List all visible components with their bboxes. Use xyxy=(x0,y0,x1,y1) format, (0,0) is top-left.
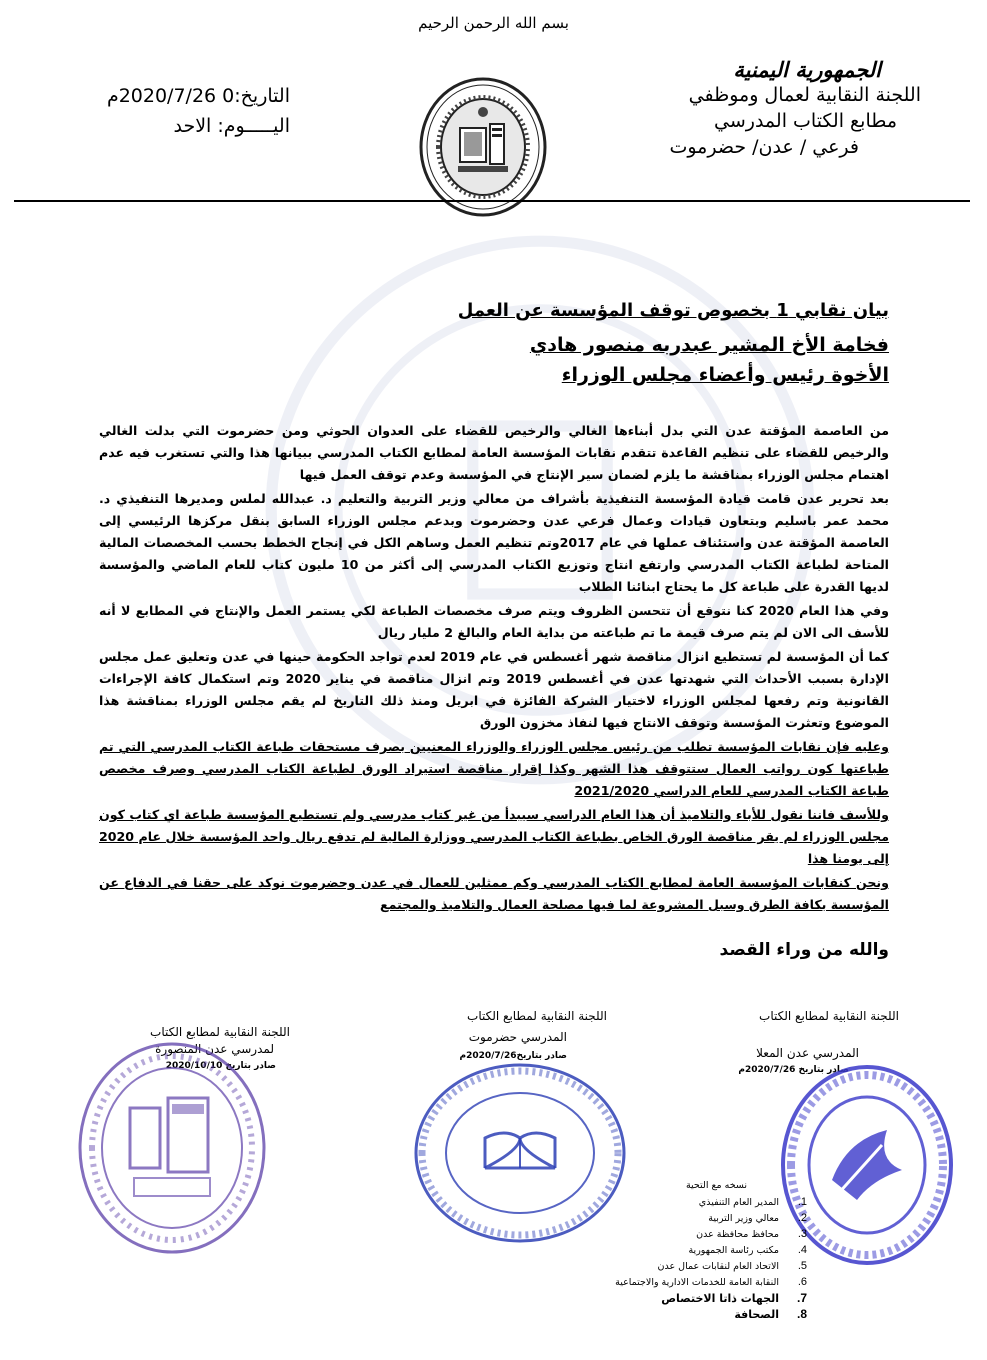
addressee-president: فخامة الأخ المشير عبدربه منصور هادي xyxy=(529,334,889,356)
signature-line2: المدرسي عدن المعلا xyxy=(756,1046,859,1060)
addressee-cabinet: الأخوة رئيس وأعضاء مجلس الوزراء xyxy=(561,364,889,386)
copies-item-text: محافظ محافظة عدن xyxy=(696,1229,779,1240)
copies-item xyxy=(527,1244,807,1257)
body-paragraph: وفي هذا العام 2020 كنا نتوقع أن تتحسن الظروف ويتم صرف مخصصات الطباعة لكي يستمر العمل والإنتاج في المطابع لا أنه للأسف الى الان لم يتم صرف قيمة ما تم طباعته من بداية العام والبالغ 2 مليار ريال xyxy=(99,603,889,640)
copies-item xyxy=(527,1228,807,1241)
copies-item-text: الصحافة xyxy=(734,1308,779,1321)
copies-item-number: 7. xyxy=(796,1291,807,1305)
signature-date: صادر بتاريخ 2020/7/26م xyxy=(738,1065,849,1075)
body-paragraph-demands: وعليه فإن نقابات المؤسسة تطلب من رئيس مجلس الوزراء والوزراء المعنيين بصرف مستحقات طباعة الكتاب المدرسي التي تم طباعتها كون رواتب العمال ستتوقف هذا الشهر وكذا إقرار مناقصة استيراد الورق لطباعة الكتاب المدرسي وصرف مخصص طباعة الكتاب المدرسي للعام الدراسي 2021/2020 xyxy=(99,739,889,798)
closing-phrase: والله من وراء القصد xyxy=(719,940,889,960)
body-paragraph: كما أن المؤسسة لم تستطيع انزال مناقصة شهر أغسطس في عام 2019 لعدم تواجد الحكومة حينها في عدن وتعليق عمل مجلس الإدارة بسبب الأحداث التي شهدتها عدن في أغسطس 2019 وتم انزال مناقصة في يناير 2020 وتم استكمال كافة الإجراءات القانونية وتم رفعها لمجلس الوزراء لاختيار الشركة الفائزة في ابريل ومنذ ذلك التاريخ لم يقم مجلس الوزراء بمناقشة هذا الموضوع وتعثرت المؤسسة وتوقف الانتاج فيها لنفاذ مخزون الورق xyxy=(99,649,889,730)
signature-block-hadramout xyxy=(417,1008,607,1065)
copies-item-number: 1. xyxy=(797,1196,807,1208)
signature-line2: المدرسي حضرموت xyxy=(468,1030,567,1044)
header-divider xyxy=(14,200,970,202)
copies-item xyxy=(527,1276,807,1289)
copies-heading: نسخه مع التحية xyxy=(685,1180,747,1191)
copies-item xyxy=(527,1260,807,1273)
union-stamp-aden-mansoura xyxy=(72,1038,272,1258)
day-line: اليـــــوم: الاحد xyxy=(173,115,290,137)
body-paragraph: من العاصمة المؤقتة عدن التي بدل أبناءها الغالي والرخيص للقضاء على العدوان الحوثي ومن حضرموت التي بدلت الغالي والرخيص للقضاء على تنظيم القاعدة تتقدم نقابات المؤسسة العامة لمطابع الكتاب المدرسي ببيانها هذا والتي تستغرب فيه عدم اهتمام مجلس الوزراء بمناقشة ما يلزم لضمان سير الإنتاج في المؤسسة وعدم توقف العمل فيها xyxy=(99,423,889,482)
copies-item xyxy=(527,1212,807,1225)
copies-item-text: الاتحاد العام لنقابات عمال عدن xyxy=(657,1261,779,1272)
union-emblem-icon xyxy=(418,76,548,218)
copies-item-number: 3. xyxy=(797,1228,807,1240)
copies-item-number: 2. xyxy=(797,1212,807,1224)
copies-item-text: الجهات ذاتا الاختصاص xyxy=(661,1292,779,1305)
body-paragraph: بعد تحرير عدن قامت قيادة المؤسسة التنفيذية بأشراف من معالي وزير التربية والتعليم د. عبدالله لملس ومديرها التنفيذي د. محمد عمر باسليم وبتعاون قيادات وعمال فرعي عدن وحضرموت وبدعم مجلس الوزراء السابق بنقل مركزها الرئيسي إلى العاصمة المؤقتة عدن واستئناف عملها في عام 2017وتم تنظيم العمل وساهم الكل في إنجاح الخطط بحسب المخصصات المالية المتاحة لطباعة الكتاب المدرسي وارتفع انتاج وتوزيع الكتاب المدرسي إلى أكثر من 10 مليون كتاب للعام الماضي والمؤسسة لديها القدرة على طباعة كل ما يحتاج ابنائنا الطلاب xyxy=(99,491,889,594)
copies-item xyxy=(527,1196,807,1209)
statement-title: بيان نقابي 1 بخصوص توقف المؤسسة عن العمل xyxy=(457,300,889,321)
copies-item-text: المدير العام التنفيذي xyxy=(698,1197,779,1208)
body-paragraph-commitment: ونحن كنقابات المؤسسة العامة لمطابع الكتاب المدرسي وكم ممثلين للعمال في عدن وحضرموت نوكد على حقنا في الدفاع عن المؤسسة بكافة الطرق وسبل المشروعة لما فيها مصلحة العمال والتلاميذ والمجتمع xyxy=(99,875,889,912)
bismillah: بسم الله الرحمن الرحيم xyxy=(418,14,569,32)
signature-date: صادر بتاريخ 2020/10/10 xyxy=(165,1061,276,1071)
copies-item xyxy=(527,1308,807,1321)
date-line: التاريخ:0 2020/7/26م xyxy=(106,85,290,107)
signature-line1: اللجنة النقابية لمطابع الكتاب xyxy=(467,1009,607,1023)
copies-item-number: 8. xyxy=(796,1307,807,1321)
signature-line2: لمدرسي عدن المنصورة xyxy=(155,1042,274,1056)
date-box xyxy=(90,82,290,140)
body-paragraph-regret: وللأسف فاننا نقول للأباء والتلاميذ أن هذا العام الدراسي سيبدأ من غير كتاب مدرسي ولم تستطيع المؤسسة طباعة اي كتاب كون مجلس الوزراء لم يقر مناقصة الورق الخاص بطباعة الكتاب المدرسي ووزارة المالية لم تدفع ريال واحد المؤسسة خلال عام 2020 إلى يومنا هذا xyxy=(99,807,889,866)
copies-item-text: معالي وزير التربية xyxy=(708,1213,779,1224)
copies-item xyxy=(527,1292,807,1305)
signature-line1: اللجنة النقابية لمطابع الكتاب xyxy=(150,1025,290,1039)
republic-logo-text: الجمهورية اليمنية xyxy=(733,57,881,82)
copies-list xyxy=(527,1180,807,1324)
signature-line1: اللجنة النقابية لمطابع الكتاب xyxy=(759,1009,899,1023)
copies-item-number: 6. xyxy=(797,1276,807,1288)
copies-item-text: مكتب رئاسة الجمهورية xyxy=(688,1245,779,1256)
org-name-line2: مطابع الكتاب المدرسي xyxy=(714,110,897,132)
statement-body xyxy=(99,420,889,918)
copies-item-number: 5. xyxy=(797,1260,807,1272)
letterhead xyxy=(601,58,921,160)
org-name-line1: اللجنة النقابية لعمال وموظفي xyxy=(688,84,921,106)
org-name-line3: فرعي / عدن/ حضرموت xyxy=(669,136,859,158)
copies-item-text: النقابة العامة للخدمات الادارية والاجتماعية xyxy=(615,1277,779,1288)
copies-item-number: 4. xyxy=(797,1244,807,1256)
signature-date: صادر بتاريخ2020/7/26م xyxy=(459,1051,567,1061)
